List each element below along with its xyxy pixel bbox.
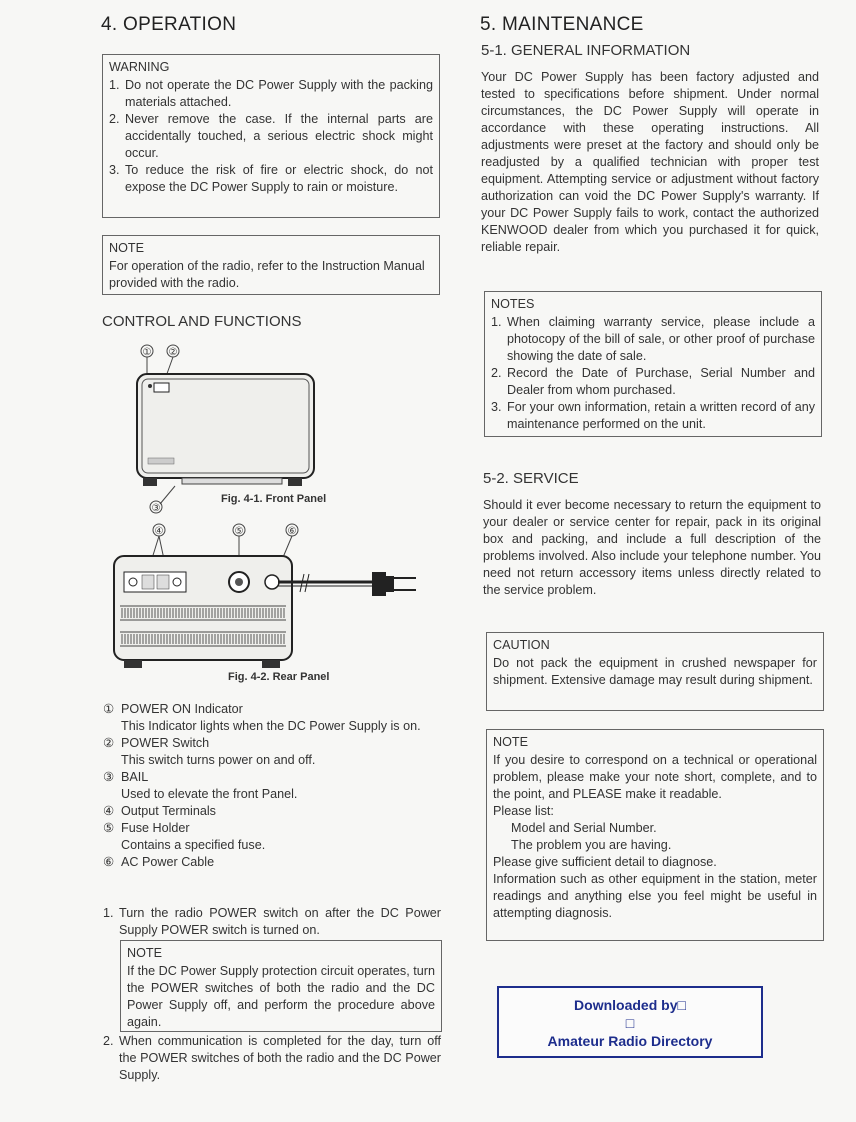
- output-terminals-drawing: [124, 572, 186, 592]
- service-text: Should it ever become necessary to return the equipment to your dealer or service center for repair, pack in its original box and packing, and include a full description of the problems involved. Also include your telephone number. You need not return accessory items unless directly related to the service problem.: [483, 498, 821, 597]
- rear-panel-figure: [110, 520, 430, 672]
- notes-item: 2. Record the Date of Purchase, Serial Number and Dealer from whom purchased.: [491, 366, 815, 397]
- power-switch-drawing: [154, 383, 169, 392]
- notes-box: [484, 291, 822, 437]
- control-item: ① POWER ON Indicator: [103, 702, 243, 716]
- notes-item: 1. When claiming warranty service, please include a photocopy of the bill of sale, or other proof of purchase showing the date of sale.: [491, 315, 815, 363]
- step-note-box: [120, 940, 442, 1032]
- operation-note-box: [102, 235, 440, 295]
- control-item: ④ Output Terminals: [103, 804, 216, 818]
- note2-info: Information such as other equipment in the station, meter readings and anything else you feel might be useful in attempting diagnosis.: [493, 872, 817, 920]
- power-indicator-lamp: [148, 384, 152, 388]
- download-badge-line2: □: [625, 1015, 635, 1031]
- operation-heading: 4. OPERATION: [101, 14, 237, 35]
- control-desc: Contains a specified fuse.: [121, 838, 266, 852]
- service-heading: 5-2. SERVICE: [483, 470, 579, 487]
- warning-box: [102, 54, 440, 218]
- note2-list-label: Please list:: [493, 804, 554, 818]
- caution-title: CAUTION: [493, 638, 550, 652]
- marker-6-label: ⑥: [287, 526, 297, 537]
- notes-list: [491, 314, 815, 433]
- general-info-text: Your DC Power Supply has been factory adjusted and tested to specifications before shipment. Under normal circumstances, the DC Power Supply will operate in accordance with these operating instructions. All adjustments were preset at the factory and should only be readjusted by a qualified technician with proper test equipment. Attempting service or adjustment without factory authorization can void the DC Power Supply's warranty. If your DC Power Supply fails to work, contact the authorized KENWOOD dealer from which you purchased it for quick, reliable repair.: [481, 70, 819, 254]
- download-badge-line3: Amateur Radio Directory: [547, 1033, 713, 1049]
- warning-item: 3. To reduce the risk of fire or electric shock, do not expose the DC Power Supply to rain or moisture.: [109, 163, 433, 194]
- notes-title: NOTES: [491, 297, 535, 311]
- controls-list: [103, 701, 441, 871]
- fig2-caption: Fig. 4-2. Rear Panel: [228, 671, 330, 683]
- notes-item: 3. For your own information, retain a written record of any maintenance performed on the unit.: [491, 400, 815, 431]
- download-badge-line1: Downloaded by□: [574, 997, 686, 1013]
- caution-text: Do not pack the equipment in crushed newspaper for shipment. Extensive damage may result during shipment.: [493, 656, 817, 687]
- marker-5-label: ⑤: [234, 526, 244, 537]
- note2-list-item: Model and Serial Number.: [511, 821, 657, 835]
- ac-plug-drawing: [372, 572, 386, 596]
- download-badge: [497, 986, 763, 1058]
- marker-3-label: ③: [151, 503, 161, 514]
- note2-list-item: The problem you are having.: [511, 838, 672, 852]
- warning-item: 2. Never remove the case. If the internal parts are accidentally touched, a serious electric shock might occur.: [109, 112, 433, 160]
- control-item: ⑥ AC Power Cable: [103, 855, 215, 869]
- marker-1-label: ①: [142, 347, 152, 358]
- step-2: 2. When communication is completed for the day, turn off the POWER switches of both the radio and the DC Power Supply.: [103, 1034, 441, 1082]
- marker-4-label: ④: [154, 526, 164, 537]
- step-note-text: If the DC Power Supply protection circuit operates, turn the POWER switches of both the radio and the DC Power Supply off, and perform the procedure above again.: [127, 964, 435, 1029]
- control-desc: This Indicator lights when the DC Power Supply is on.: [121, 719, 421, 733]
- caution-box: [486, 632, 824, 711]
- bail-drawing: [182, 478, 282, 484]
- control-item: ⑤ Fuse Holder: [103, 821, 190, 835]
- note2-title: NOTE: [493, 735, 528, 749]
- note-title: NOTE: [109, 241, 144, 255]
- warning-list: [109, 77, 433, 196]
- warning-title: WARNING: [109, 60, 170, 74]
- control-item: ② POWER Switch: [103, 736, 210, 750]
- control-desc: This switch turns power on and off.: [121, 753, 316, 767]
- step-1: 1. Turn the radio POWER switch on after the DC Power Supply POWER switch is turned on.: [103, 906, 441, 937]
- maintenance-heading: 5. MAINTENANCE: [480, 14, 644, 35]
- step-note-title: NOTE: [127, 946, 162, 960]
- note-text: For operation of the radio, refer to the Instruction Manual provided with the radio.: [109, 259, 425, 290]
- note2-detail: Please give sufficient detail to diagnose.: [493, 855, 717, 869]
- marker-2-label: ②: [168, 347, 178, 358]
- general-info-heading: 5-1. GENERAL INFORMATION: [481, 42, 691, 59]
- fig1-caption: Fig. 4-1. Front Panel: [221, 493, 327, 505]
- note2-intro: If you desire to correspond on a technical or operational problem, please make your note short, complete, and to the point, and PLEASE make it readable.: [493, 753, 817, 801]
- controls-heading: CONTROL AND FUNCTIONS: [102, 313, 302, 330]
- correspondence-note-box: [486, 729, 824, 941]
- control-desc: Used to elevate the front Panel.: [121, 787, 298, 801]
- warning-item: 1. Do not operate the DC Power Supply with the packing materials attached.: [109, 78, 433, 109]
- front-panel-figure: [120, 338, 370, 516]
- control-item: ③ BAIL: [103, 770, 149, 784]
